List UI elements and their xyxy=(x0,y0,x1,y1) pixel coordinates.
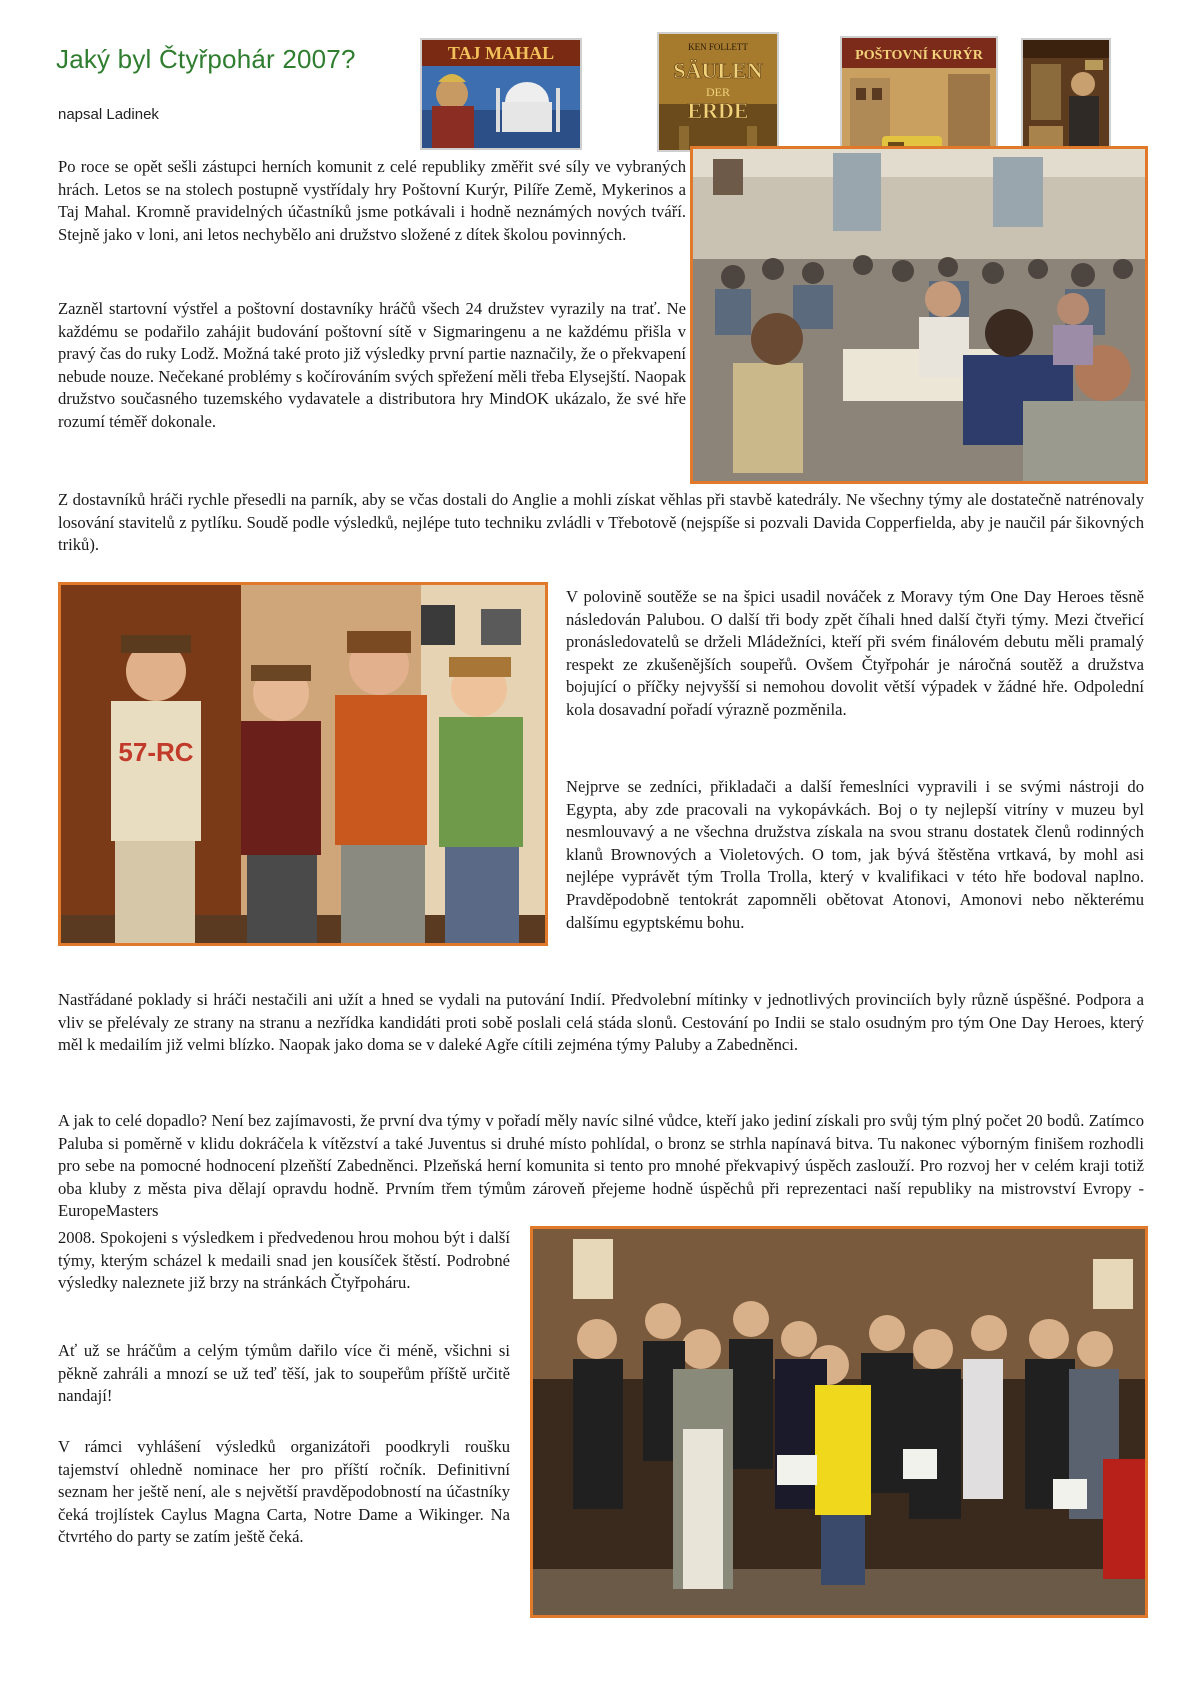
paragraph-egypt: Nejprve se zedníci, přikladači a další řemeslníci vypravili i se svými nástroji do Egypta, aby zde pracovali na vykopávkách. Boj o ty nejlepší vitríny v muzeu byl nesmlouvavý a ne všechna družstva získala na svou stranu dostatek členů rodinných klanů Brownových a Violetových. O tom, jak bývá štěstěna vrtkavá, by mohl asi nejlépe vyprávět tým Trolla Trolla, který v kvalifikaci v této hře bodoval naplno. Pravděpodobně tentokrát zapomněli obětovat Atonovi, Amonovi nebo některému dalšímu egyptskému bohu. xyxy=(566,777,1144,932)
paragraph-first-game: Zazněl startovní výstřel a poštovní dostavníky hráčů všech 24 družstev vyrazily na trať. Ne každému se podařilo zahájit budování poštovní sítě v Sigmaringenu a ne každému přišla v pravý čas do ruky Lodž. Možná také proto již výsledky první partie naznačily, že o překvapení nebude nouze. Nečekané problémy s kočírováním svých spřežení měli třeba Elysejští. Naopak družstvo současného tuzemského vydavatele a distributora hry MindOK ukázalo, že své hře rozumí téměř dokonale. xyxy=(58,299,686,431)
svg-text:SÄULEN: SÄULEN xyxy=(673,58,763,83)
svg-text:57-RC: 57-RC xyxy=(118,737,194,767)
paragraph-intro: Po roce se opět sešli zástupci herních komunit z celé republiky změřit své síly ve vybraných hrách. Letos se na stolech postupně vystřídaly hry Poštovní Kurýr, Pilíře Země, Mykerinos a Taj Mahal. Kromně pravidelných účastníků jsme potkávali i hodně neznámých nových tváří. Stejně jako v loni, ani letos nechybělo ani družstvo složené z dítek školou povinných. xyxy=(58,157,686,244)
cover-saulen-der-erde xyxy=(657,32,779,152)
svg-text:TAJ MAHAL: TAJ MAHAL xyxy=(447,43,555,63)
svg-text:DER: DER xyxy=(706,85,730,99)
svg-text:ERDE: ERDE xyxy=(687,98,749,123)
paragraph-results: A jak to celé dopadlo? Není bez zajímavosti, že první dva týmy v pořadí měly navíc silné vůdce, kteří jako jediní získali pro svůj tým plný počet 20 bodů. Zatímco Paluba si poměrně v klidu dokráčela k vítězství a také Juventus si druhé místo pohlídal, o bronz se strhla napínavá bitva. Tu nakonec výborným finišem rozhodli pro sebe na pomocné hodnocení plzeňští Zabedněnci. Plzeňská herní komunita si tento pro mnohé překvapivý úspěch zaslouží. Pro rozvoj her v celém kraji totiž oba kluby z města piva dělají opravdu hodně. Prvním třem týmům zároveň přejeme hodně úspěchů při reprezentaci naší republiky na mistrovství Evropy - EuropeMasters xyxy=(58,1111,1144,1221)
paragraph-next-year: V rámci vyhlášení výsledků organizátoři poodkryli roušku tajemství ohledně nominace her pro příští ročník. Definitivní seznam her ještě není, ale s největší pravděpodobností na účastníky čeká trojlístek Caylus Magna Carta, Notre Dame a Wikinger. Na čtvrtého do party se zatím ještě čeká. xyxy=(58,1437,510,1547)
paragraph-everyone: Ať už se hráčům a celým týmům dařilo více či méně, všichni si pěkně zahráli a mnozí se už teď těší, jak to soupeřům příště určitě nandají! xyxy=(58,1341,510,1406)
paragraph-midpoint: V polovině soutěže se na špici usadil nováček z Moravy tým One Day Heroes těsně následován Palubou. O další tři body zpět číhali hned další čtyři týmy. Mezi čtveřicí pronásledovatelů se drželi Mládežníci, kteří při svém finálovém debutu měli pramalý respekt ze zkušenějších soupeřů. Ovšem Čtyřpohár je náročná soutěž a družstva bojující o příčky nejvyšší si nemohou dovolit větší výpadek v žádné hře. Odpolední kola dosavadní pořadí výrazně pozměnila. xyxy=(566,587,1144,719)
svg-text:POŠTOVNÍ KURÝR: POŠTOVNÍ KURÝR xyxy=(855,48,983,63)
svg-text:KEN FOLLETT: KEN FOLLETT xyxy=(688,42,748,52)
paragraph-second-game: Z dostavníků hráči rychle přesedli na parník, aby se včas dostali do Anglie a mohli získat věhlas při stavbě katedrály. Ne všechny týmy ale dostatečně natrénovaly losování stavitelů z pytlíku. Soudě podle výsledků, nejlépe tuto techniku zvládli v Třebotově (nejspíše si pozvali Davida Copperfielda, aby je naučil pár šikovných triků). xyxy=(58,490,1144,555)
paragraph-india: Nastřádané poklady si hráči nestačili ani užít a hned se vydali na putování Indií. Předvolební mítinky v jednotlivých provinciích byly různě úspěšné. Podpora a vliv se přelévaly ze strany na stranu a nezřídka kandidáti proti sobě poslali celá stáda slonů. Cestování po Indii se stalo osudným pro tým One Day Heroes, který měl k medailím již velmi blízko. Naopak jako doma se v daleké Agře cítili zejména týmy Paluby a Zabedněnci. xyxy=(58,990,1144,1055)
paragraph-satisfied: 2008. Spokojeni s výsledkem i předvedenou hrou mohou být i další týmy, kterým scházel k medaili snad jen kousíček štěstí. Podrobné výsledky naleznete již brzy na stránkách Čtyřpoháru. xyxy=(58,1228,510,1293)
cover-taj-mahal xyxy=(420,38,582,150)
players-at-tables-photo xyxy=(690,146,1148,484)
medalists-group-photo xyxy=(530,1226,1148,1618)
article-title: Jaký byl Čtyřpohár 2007? xyxy=(56,44,356,74)
young-team-photo xyxy=(58,582,548,946)
article-byline: napsal Ladinek xyxy=(58,106,159,123)
